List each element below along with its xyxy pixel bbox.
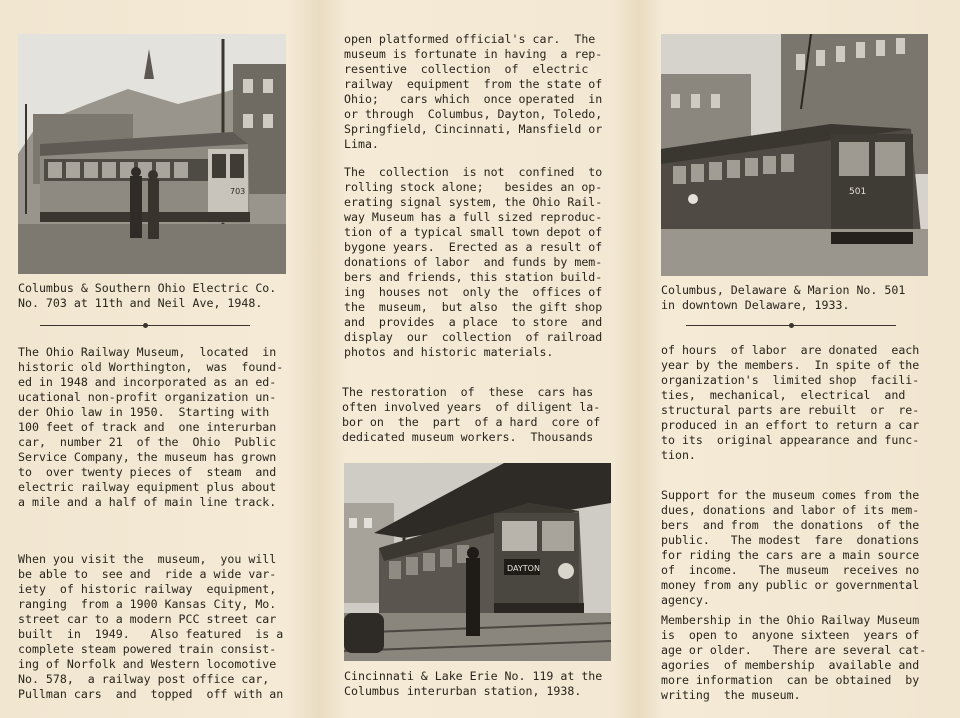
text-line: rolling stock alone; besides an op- [344,180,603,194]
photo-streetcar-703 [18,34,286,274]
text-line: 100 feet of track and one interurban [18,420,277,434]
text-line: Lima. [344,137,379,151]
paragraph-restoration [342,385,600,445]
destination-sign-dayton: DAYTON [507,564,540,573]
text-line: way Museum has a full sized reproduc- [344,210,603,224]
text-line: built in 1949. Also featured is a [18,627,284,641]
text-line: dues, donations and labor of its mem- [661,503,920,517]
text-line: ed in 1948 and incorporated as an ed- [18,375,277,389]
paragraph-membership [661,613,926,703]
interurban-119-illustration [344,463,611,661]
text-line: photos and historic materials. [344,345,554,359]
text-line: No. 578, a railway post office car, [18,672,270,686]
text-line: der Ohio law in 1950. Starting with [18,405,270,419]
text-line: year by the members. In spite of the [661,358,920,372]
text-line: Service Company, the museum has grown [18,450,277,464]
text-line: car, number 21 of the Ohio Public [18,435,277,449]
caption-line: Columbus, Delaware & Marion No. 501 [661,283,906,297]
text-line: of hours of labor are donated each [661,343,920,357]
text-line: money from any public or governmental [661,578,920,592]
section-divider [40,325,250,326]
panel-left [0,0,320,718]
car-number-501: 501 [849,187,867,197]
text-line: agories of membership available and [661,658,920,672]
text-line: erating signal system, the Ohio Rail- [344,195,603,209]
text-line: iety of historic railway equipment, [18,582,277,596]
panel-middle [320,0,650,718]
text-line: electric railway equipment plus about [18,480,277,494]
text-line: historic old Worthington, was found- [18,360,284,374]
text-line: a mile and a half of main line track. [18,495,277,509]
text-line: the museum, but also the gift shop [344,300,603,314]
car-number-703: 703 [230,187,246,196]
text-line: ing of Norfolk and Western locomotive [18,657,277,671]
caption-line: Columbus & Southern Ohio Electric Co. [18,281,277,295]
text-line: bers and from the donations of the [661,518,920,532]
text-line: for riding the cars are a main source [661,548,920,562]
text-line: tion. [661,448,696,462]
text-line: structural parts are rebuilt or re- [661,403,920,417]
panel-right [650,0,960,718]
caption-line: No. 703 at 11th and Neil Ave, 1948. [18,296,263,310]
photo-caption-703 [18,281,276,311]
text-line: and provides a place to store and [344,315,603,329]
text-line: ing houses not only the offices of [344,285,603,299]
text-line: Springfield, Cincinnati, Mansfield or [344,122,603,136]
text-line: resentive collection of electric [344,62,589,76]
text-line: tion of a typical small town depot of [344,225,603,239]
text-line: produced in an effort to return a car [661,418,920,432]
text-line: agency. [661,593,710,607]
text-line: The collection is not confined to [344,165,603,179]
caption-line: Cincinnati & Lake Erie No. 119 at the [344,669,603,683]
paragraph-support [661,488,919,608]
text-line: writing the museum. [661,688,801,702]
text-line: more information can be obtained by [661,673,920,687]
text-line: When you visit the museum, you will [18,552,277,566]
paragraph-visit [18,552,283,702]
photo-interurban-119 [344,463,611,661]
text-line: donations of labor and funds by mem- [344,255,603,269]
text-line: Support for the museum comes from the [661,488,920,502]
text-line: ties, mechanical, electrical and [661,388,906,402]
text-line: of income. The museum receives no [661,563,920,577]
interurban-501-illustration [661,34,928,276]
text-line: bor on the part of a hard core of [342,415,601,429]
text-line: complete steam powered train consist- [18,642,277,656]
photo-caption-501 [661,283,905,313]
text-line: ucational non-profit organization un- [18,390,277,404]
text-line: or through Columbus, Dayton, Toledo, [344,107,603,121]
paragraph-collection-intro [344,32,602,152]
text-line: dedicated museum workers. Thousands [342,430,594,444]
text-line: display our collection of railroad [344,330,603,344]
caption-line: Columbus interurban station, 1938. [344,684,582,698]
photo-caption-119 [344,669,602,699]
text-line: The restoration of these cars has [342,385,594,399]
text-line: The Ohio Railway Museum, located in [18,345,277,359]
paragraph-collection [344,165,602,360]
text-line: Membership in the Ohio Railway Museum [661,613,920,627]
text-line: bygone years. Erected as a result of [344,240,603,254]
text-line: often involved years of diligent la- [342,400,601,414]
paragraph-labor [661,343,919,463]
text-line: to over twenty pieces of steam and [18,465,277,479]
text-line: museum is fortunate in having a rep- [344,47,603,61]
text-line: Pullman cars and topped off with an [18,687,284,701]
text-line: public. The modest fare donations [661,533,920,547]
section-divider [686,325,896,326]
text-line: bers and friends, this station build- [344,270,603,284]
text-line: organization's limited shop facili- [661,373,920,387]
text-line: ranging from a 1900 Kansas City, Mo. [18,597,277,611]
text-line: street car to a modern PCC street car [18,612,277,626]
text-line: age or older. There are several cat- [661,643,927,657]
text-line: Ohio; cars which once operated in [344,92,603,106]
streetcar-703-illustration [18,34,286,274]
text-line: be able to see and ride a wide var- [18,567,277,581]
photo-interurban-501 [661,34,928,276]
caption-line: in downtown Delaware, 1933. [661,298,850,312]
text-line: to its original appearance and func- [661,433,920,447]
text-line: is open to anyone sixteen years of [661,628,920,642]
text-line: railway equipment from the state of [344,77,603,91]
text-line: open platformed official's car. The [344,32,596,46]
paragraph-history [18,345,283,510]
